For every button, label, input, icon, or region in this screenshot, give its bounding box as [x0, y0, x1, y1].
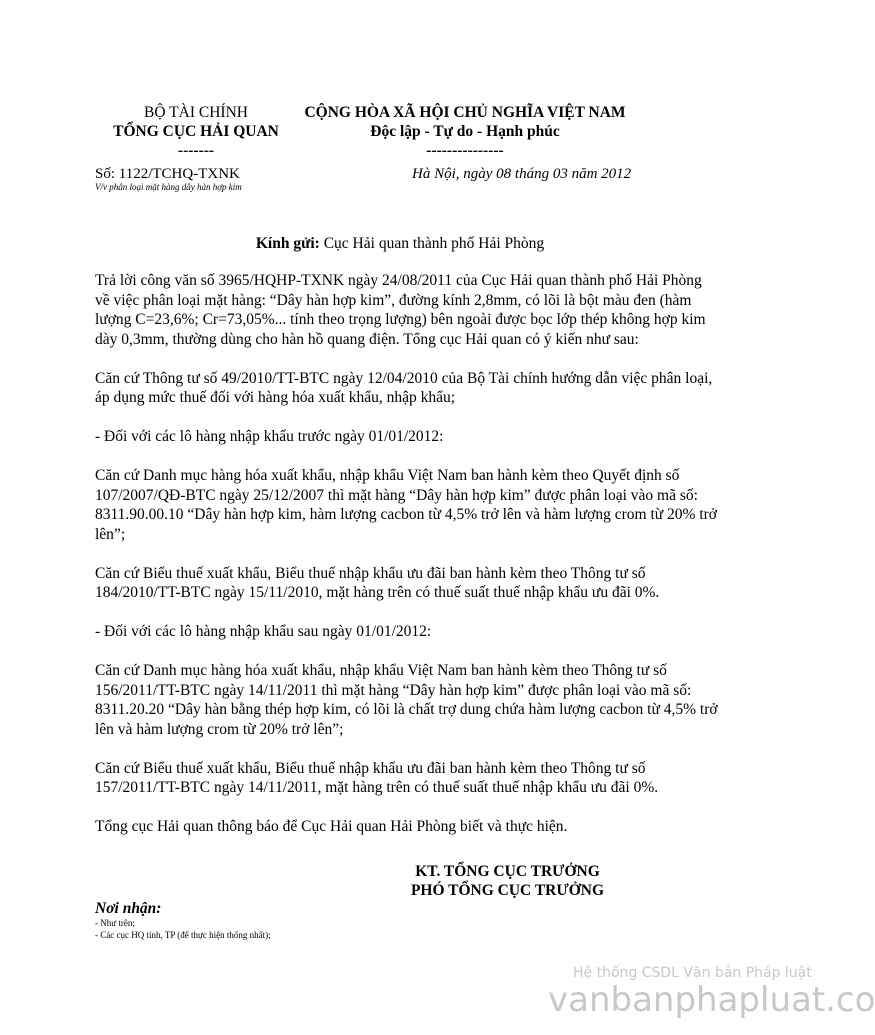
nation-header — [290, 103, 640, 160]
nation-name: CỘNG HÒA XÃ HỘI CHỦ NGHĨA VIỆT NAM — [304, 104, 626, 121]
body-paragraph: Căn cứ Danh mục hàng hóa xuất khẩu, nhập khẩu Việt Nam ban hành kèm theo Thông tư số 156/2011/TT-BTC ngày 14/11/2011 thì mặt hàng “Dây hàn hợp kim” được phân loại vào mã số: 8311.20.20 “Dây hàn bằng thép hợp kim, có lõi là chất trợ dung chứa hàm lượng cacbon từ 4,5% trở lên và hàm lượng crom từ 20% trở lên”; — [95, 662, 718, 738]
signature-title: KT. TỔNG CỤC TRƯỞNG — [415, 863, 600, 880]
recipient-name: Cục Hải quan thành phố Hải Phòng — [319, 235, 545, 252]
document-subject: V/v phân loại mặt hàng dây hàn hợp kim — [95, 182, 242, 192]
body-paragraph: Căn cứ Biểu thuế xuất khẩu, Biểu thuế nhập khẩu ưu đãi ban hành kèm theo Thông tư số 157/2011/TT-BTC ngày 14/11/2011, mặt hàng trên có thuế suất thuế nhập khẩu ưu đãi 0%. — [95, 759, 659, 796]
watermark-site: vanbanphapluat.co — [548, 980, 875, 1020]
body-paragraph: Căn cứ Biểu thuế xuất khẩu, Biểu thuế nhập khẩu ưu đãi ban hành kèm theo Thông tư số 184/2010/TT-BTC ngày 15/11/2010, mặt hàng trên có thuế suất thuế nhập khẩu ưu đãi 0%. — [95, 564, 660, 601]
issue-date: Hà Nội, ngày 08 tháng 03 năm 2012 — [412, 166, 632, 182]
department-name: TỔNG CỤC HẢI QUAN — [113, 123, 279, 140]
letter-body — [95, 271, 720, 856]
body-paragraph: Trả lời công văn số 3965/HQHP-TXNK ngày 24/08/2011 của Cục Hải quan thành phố Hải Phòng về việc phân loại mặt hàng: “Dây hàn hợp kim”, đường kính 2,8mm, có lõi là bột màu đen (hàm lượng C=23,6%; Cr=73,05%... tính theo trọng lượng) bên ngoài được bọc lớp thép không hợp kim dày 0,3mm, thường dùng cho hàn hồ quang điện. Tổng cục Hải quan có ý kiến như sau: — [95, 272, 706, 348]
distribution-list — [95, 900, 271, 941]
body-paragraph: Tổng cục Hải quan thông báo để Cục Hải quan Hải Phòng biết và thực hiện. — [95, 818, 568, 835]
ministry-name: BỘ TÀI CHÍNH — [144, 104, 248, 121]
distribution-item: - Các cục HQ tỉnh, TP (để thực hiện thống nhất); — [95, 930, 271, 940]
issuer-separator: ------- — [177, 142, 215, 159]
reference-number: Số: 1122/TCHQ-TXNK — [95, 166, 240, 182]
recipient-line — [0, 235, 800, 253]
national-motto: Độc lập - Tự do - Hạnh phúc — [370, 123, 560, 140]
signature-subtitle: PHÓ TỔNG CỤC TRƯỞNG — [410, 882, 605, 899]
motto-separator: --------------- — [426, 142, 504, 159]
signature-block — [380, 862, 635, 900]
distribution-title: Nơi nhận: — [95, 900, 162, 917]
issuer-header — [96, 103, 296, 160]
body-paragraph: - Đối với các lô hàng nhập khẩu sau ngày 01/01/2012: — [95, 623, 432, 640]
body-paragraph: Căn cứ Danh mục hàng hóa xuất khẩu, nhập khẩu Việt Nam ban hành kèm theo Quyết định số 107/2007/QĐ-BTC ngày 25/12/2007 thì mặt hàng “Dây hàn hợp kim” được phân loại vào mã số: 8311.90.00.10 “Dây hàn hợp kim, hàm lượng cacbon từ 4,5% trở lên và hàm lượng crom từ 20% trở lên”; — [95, 467, 717, 543]
distribution-item: - Như trên; — [95, 918, 135, 928]
body-paragraph: Căn cứ Thông tư số 49/2010/TT-BTC ngày 12/04/2010 của Bộ Tài chính hướng dẫn việc phân loại, áp dụng mức thuế đối với hàng hóa xuất khẩu, nhập khẩu; — [95, 369, 713, 406]
body-paragraph: - Đối với các lô hàng nhập khẩu trước ngày 01/01/2012: — [95, 428, 444, 445]
recipient-label: Kính gửi: — [255, 235, 320, 252]
watermark-caption: Hệ thống CSDL Văn bản Pháp luật — [573, 965, 812, 981]
